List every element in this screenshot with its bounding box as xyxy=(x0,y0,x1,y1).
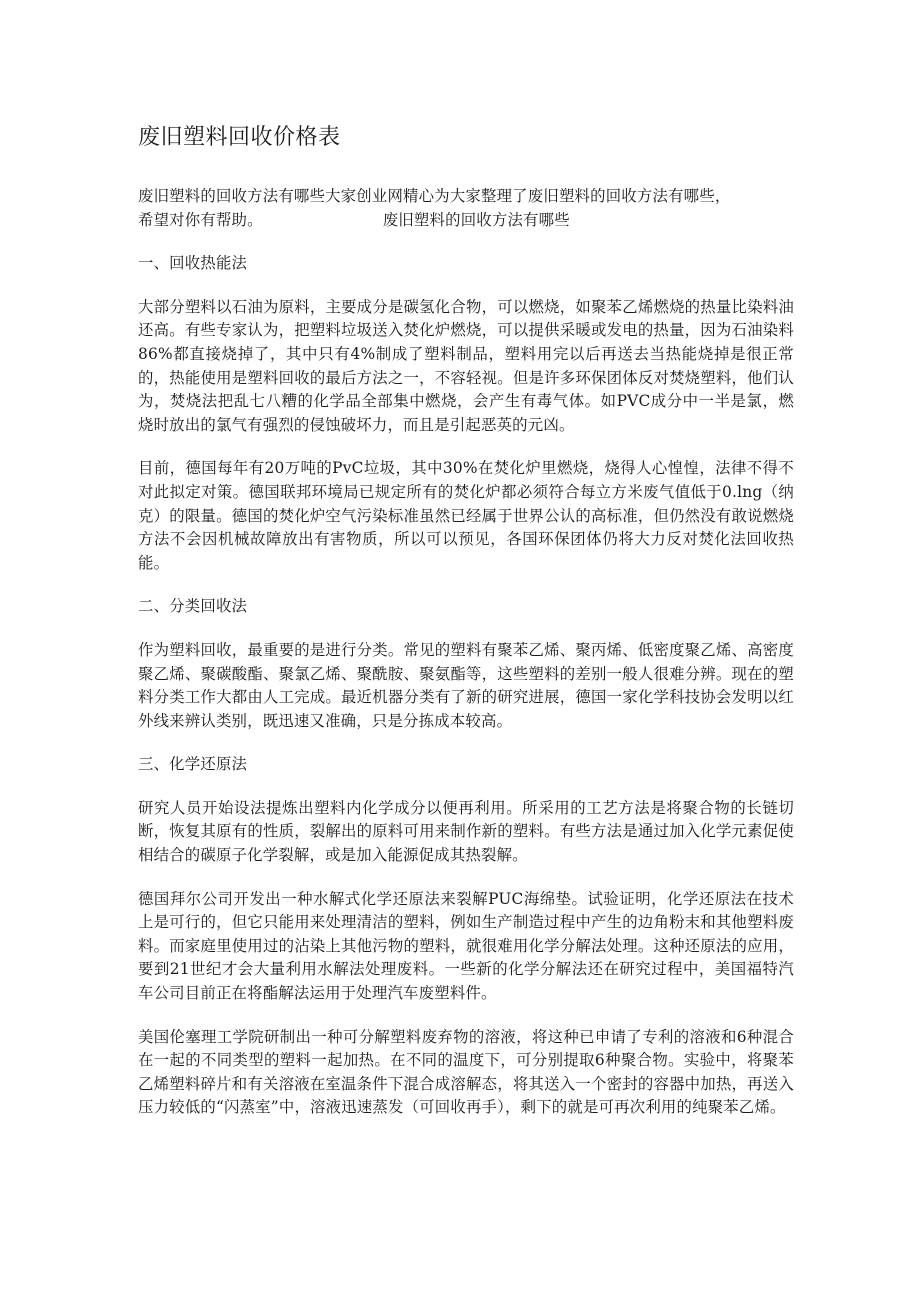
paragraph-sorting-1: 作为塑料回收，最重要的是进行分类。常见的塑料有聚苯乙烯、聚丙烯、低密度聚乙烯、高密度聚乙烯、聚碳酸酯、聚氯乙烯、聚酰胺、聚氨酯等，这些塑料的差别一般人很难分辨。现在的塑料分类工作大都由人工完成。最近机器分类有了新的研究进展，德国一家化学科技协会发明以红外线来辨认类别，既迅速又准确，只是分拣成本较高。 xyxy=(138,640,794,730)
paragraph-thermal-1: 大部分塑料以石油为原料，主要成分是碳氢化合物，可以燃烧，如聚苯乙烯燃烧的热量比染料油还高。有些专家认为，把塑料垃圾送入焚化炉燃烧，可以提供采暖或发电的热量，因为石油染料86%都直接烧掉了，其中只有4%制成了塑料制品，塑料用完以后再送去当热能烧掉是很正常的，热能使用是塑料回收的最后方法之一，不容轻视。但是许多环保团体反对焚烧塑料，他们认为，焚烧法把乱七八糟的化学品全部集中燃烧，会产生有毒气体。如PVC成分中一半是氯，燃烧时放出的氯气有强烈的侵蚀破坏力，而且是引起恶英的元凶。 xyxy=(138,297,794,434)
intro-line-1: 废旧塑料的回收方法有哪些大家创业网精心为大家整理了废旧塑料的回收方法有哪些， xyxy=(138,187,731,205)
intro-line-2 xyxy=(138,209,794,233)
section-heading-thermal: 一、回收热能法 xyxy=(138,254,248,273)
intro-line-2-left: 希望对你有帮助。 xyxy=(138,210,263,229)
paragraph-thermal-2: 目前，德国每年有20万吨的PvC垃圾，其中30%在焚化炉里燃烧，烧得人心惶惶，法律不得不对此拟定对策。德国联邦环境局已规定所有的焚化炉都必须符合每立方米废气值低于0.lng（纳克）的限量。德国的焚化炉空气污染标准虽然已经属于世界公认的高标准，但仍然没有敢说燃烧方法不会因机械故障放出有害物质，所以可以预见，各国环保团体仍将大力反对焚化法回收热能。 xyxy=(138,459,794,572)
document-title: 废旧塑料回收价格表 xyxy=(138,125,341,150)
intro-line-2-right: 废旧塑料的回收方法有哪些 xyxy=(382,210,570,229)
paragraph-chemical-3: 美国伦塞理工学院研制出一种可分解塑料废弃物的溶液，将这种已申请了专利的溶液和6种混合在一起的不同类型的塑料一起加热。在不同的温度下，可分别提取6种聚合物。实验中，将聚苯乙烯塑料碎片和有关溶液在室温条件下混合成溶解态，将其送入一个密封的容器中加热，再送入压力较低的“闪蒸室”中，溶液迅速蒸发（可回收再手），剩下的就是可再次利用的纯聚苯乙烯。 xyxy=(138,1027,794,1117)
paragraph-chemical-1: 研究人员开始设法提炼出塑料内化学成分以便再利用。所采用的工艺方法是将聚合物的长链切断，恢复其原有的性质，裂解出的原料可用来制作新的塑料。有些方法是通过加入化学元素促使相结合的碳原子化学裂解，或是加入能源促成其热裂解。 xyxy=(138,798,794,865)
section-heading-chemical: 三、化学还原法 xyxy=(138,755,248,774)
intro-paragraph xyxy=(138,185,794,232)
section-heading-sorting: 二、分类回收法 xyxy=(138,597,248,616)
paragraph-chemical-2: 德国拜尔公司开发出一种水解式化学还原法来裂解PUC海绵垫。试验证明，化学还原法在技术上是可行的，但它只能用来处理清洁的塑料，例如生产制造过程中产生的边角粉末和其他塑料废料。而家庭里使用过的沾染上其他污物的塑料，就很难用化学分解法处理。这种还原法的应用，要到21世纪才会大量利用水解法处理废料。一些新的化学分解法还在研究过程中，美国福特汽车公司目前正在将酯解法运用于处理汽车废塑料件。 xyxy=(138,889,794,1003)
